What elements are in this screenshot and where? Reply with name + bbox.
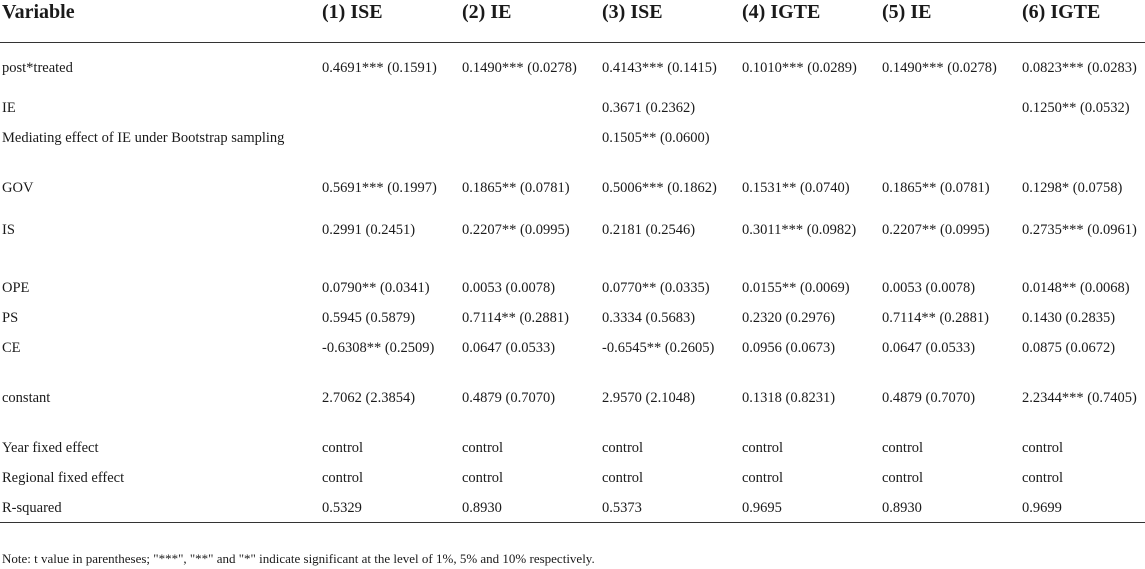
cell-value: 0.1010*** (0.0289): [742, 60, 857, 76]
table-cell: [1022, 463, 1145, 493]
cell-value: 0.0770** (0.0335): [602, 279, 710, 296]
cell-value: 0.1490*** (0.0278): [462, 60, 577, 76]
table-cell: [882, 493, 1022, 523]
table-row: [0, 383, 1145, 433]
table-cell: [322, 493, 462, 523]
table-cell: [322, 333, 462, 383]
cell-value: 0.1298* (0.0758): [1022, 179, 1123, 196]
row-label: PS: [2, 309, 19, 326]
table-cell: [742, 123, 882, 173]
table-cell: [462, 303, 602, 333]
table-row: [0, 93, 1145, 123]
table-cell: [1022, 493, 1145, 523]
cell-value: control: [322, 469, 364, 486]
table-cell: [602, 43, 742, 93]
table-cell: [602, 273, 742, 303]
table-row: [0, 303, 1145, 333]
cell-value: 0.5691*** (0.1997): [322, 179, 437, 196]
table-cell: [322, 123, 462, 173]
table-cell: [602, 93, 742, 123]
table-cell: [742, 493, 882, 523]
table-cell: [882, 433, 1022, 463]
table-cell: [602, 463, 742, 493]
table-cell: [882, 383, 1022, 433]
table-note: Note: t value in parentheses; "***", "**" and "*" indicate significant at the level of 1%, 5% and 10% respectively.: [2, 551, 595, 566]
cell-value: 2.2344*** (0.7405): [1022, 389, 1137, 406]
row-label: Year fixed effect: [2, 439, 99, 456]
table-cell: [602, 383, 742, 433]
row-label: R-squared: [0, 493, 322, 523]
table-cell: [742, 215, 882, 273]
cell-value: 0.0053 (0.0078): [882, 279, 976, 296]
table-cell: [462, 273, 602, 303]
table-cell: [1022, 123, 1145, 173]
cell-value: 0.8930: [462, 499, 502, 516]
cell-value: control: [462, 439, 504, 456]
cell-value: 0.5945 (0.5879): [322, 309, 416, 326]
table-cell: [1022, 303, 1145, 333]
cell-value: 0.1865** (0.0781): [882, 179, 990, 196]
table-cell: [602, 433, 742, 463]
header-column: (1) ISE: [322, 0, 462, 43]
table-cell: [462, 463, 602, 493]
cell-value: 0.1318 (0.8231): [742, 389, 836, 406]
table-row: [0, 433, 1145, 463]
table-cell: [1022, 93, 1145, 123]
table-cell: [742, 273, 882, 303]
table-cell: [322, 173, 462, 215]
table-row: [0, 173, 1145, 215]
table-cell: [322, 93, 462, 123]
table-cell: [882, 215, 1022, 273]
cell-value: -0.6308** (0.2509): [322, 339, 435, 356]
cell-value: 0.3011*** (0.0982): [742, 221, 857, 238]
row-label: OPE: [2, 279, 30, 296]
table-cell: [462, 333, 602, 383]
table-cell: [742, 383, 882, 433]
table-cell: [322, 433, 462, 463]
row-label: post*treated: [2, 60, 73, 76]
table-cell: [602, 493, 742, 523]
header-variable: Variable: [0, 0, 322, 43]
table-cell: [602, 303, 742, 333]
cell-value: 0.0647 (0.0533): [882, 339, 976, 356]
cell-value: 0.1430 (0.2835): [1022, 309, 1116, 326]
table-row: [0, 333, 1145, 383]
cell-value: 0.0647 (0.0533): [462, 339, 556, 356]
table-cell: [322, 303, 462, 333]
cell-value: 0.0155** (0.0069): [742, 279, 850, 296]
header-column: (3) ISE: [602, 0, 742, 43]
table-cell: [1022, 273, 1145, 303]
cell-value: 0.1505** (0.0600): [602, 129, 710, 146]
cell-value: control: [602, 439, 644, 456]
cell-value: 0.1531** (0.0740): [742, 179, 850, 196]
table-cell: [322, 215, 462, 273]
cell-value: 0.9695: [742, 499, 782, 516]
table-row: [0, 463, 1145, 493]
cell-value: 0.0053 (0.0078): [462, 279, 556, 296]
row-label: IS: [2, 221, 15, 238]
table-cell: [462, 433, 602, 463]
table-cell: [602, 215, 742, 273]
table-cell: [462, 93, 602, 123]
row-label: IE: [2, 99, 16, 116]
cell-value: control: [742, 439, 784, 456]
cell-value: 0.0823*** (0.0283): [1022, 60, 1137, 76]
table-cell: [602, 173, 742, 215]
header-column: (4) IGTE: [742, 0, 882, 43]
table-cell: [322, 273, 462, 303]
cell-value: 2.7062 (2.3854): [322, 389, 416, 406]
cell-value: control: [1022, 439, 1064, 456]
table-cell: [1022, 433, 1145, 463]
cell-value: 0.4691*** (0.1591): [322, 60, 437, 76]
table-cell: [742, 173, 882, 215]
cell-value: control: [462, 469, 504, 486]
table-cell: [742, 333, 882, 383]
cell-value: control: [882, 439, 924, 456]
table-cell: [882, 303, 1022, 333]
cell-value: 0.1250** (0.0532): [1022, 99, 1130, 116]
table-cell: [882, 93, 1022, 123]
table-cell: [1022, 215, 1145, 273]
table-cell: [742, 43, 882, 93]
cell-value: control: [742, 469, 784, 486]
header-column: (6) IGTE: [1022, 0, 1145, 43]
table-cell: [602, 333, 742, 383]
cell-value: control: [1022, 469, 1064, 486]
row-label: Regional fixed effect: [2, 469, 125, 486]
table-cell: [462, 43, 602, 93]
table-cell: [1022, 333, 1145, 383]
table-cell: [322, 383, 462, 433]
cell-value: 0.9699: [1022, 499, 1062, 516]
header-row: [0, 0, 1145, 43]
cell-value: 0.2207** (0.0995): [462, 221, 570, 238]
table-cell: [322, 43, 462, 93]
cell-value: 0.2735*** (0.0961): [1022, 221, 1137, 238]
row-label: constant: [2, 389, 51, 406]
header-column: (5) IE: [882, 0, 1022, 43]
table-cell: [882, 333, 1022, 383]
table-cell: [1022, 43, 1145, 93]
cell-value: 0.2181 (0.2546): [602, 221, 696, 238]
table-cell: [462, 215, 602, 273]
table-cell: [882, 273, 1022, 303]
cell-value: 0.2991 (0.2451): [322, 221, 416, 238]
cell-value: 0.4879 (0.7070): [882, 389, 976, 406]
table-cell: [742, 463, 882, 493]
table-cell: [462, 123, 602, 173]
table-cell: [882, 463, 1022, 493]
cell-value: -0.6545** (0.2605): [602, 339, 715, 356]
cell-value: 0.0956 (0.0673): [742, 339, 836, 356]
cell-value: 0.5373: [602, 499, 642, 516]
table-cell: [882, 43, 1022, 93]
cell-value: 0.0875 (0.0672): [1022, 339, 1116, 356]
cell-value: 0.1865** (0.0781): [462, 179, 570, 196]
table-cell: [462, 493, 602, 523]
cell-value: 0.3671 (0.2362): [602, 99, 696, 116]
cell-value: 0.5006*** (0.1862): [602, 179, 717, 196]
cell-value: 0.2207** (0.0995): [882, 221, 990, 238]
cell-value: control: [882, 469, 924, 486]
cell-value: 0.8930: [882, 499, 922, 516]
cell-value: control: [322, 439, 364, 456]
cell-value: 0.3334 (0.5683): [602, 309, 696, 326]
table-cell: [742, 433, 882, 463]
table-cell: [1022, 383, 1145, 433]
cell-value: 0.7114** (0.2881): [462, 309, 569, 326]
cell-value: 0.0790** (0.0341): [322, 279, 430, 296]
table-cell: [1022, 173, 1145, 215]
cell-value: control: [602, 469, 644, 486]
table-cell: [742, 303, 882, 333]
table-cell: [882, 123, 1022, 173]
table-cell: [742, 93, 882, 123]
cell-value: 0.0148** (0.0068): [1022, 279, 1130, 296]
cell-value: 2.9570 (2.1048): [602, 389, 696, 406]
row-label: Mediating effect of IE under Bootstrap sampling: [2, 129, 285, 146]
row-label: CE: [2, 339, 21, 356]
table-row: [0, 493, 1145, 523]
cell-value: 0.2320 (0.2976): [742, 309, 836, 326]
table-row: [0, 123, 1145, 173]
cell-value: 0.4143*** (0.1415): [602, 60, 717, 76]
table-cell: [462, 383, 602, 433]
table-row: [0, 43, 1145, 93]
table-row: [0, 215, 1145, 273]
cell-value: 0.5329: [322, 499, 362, 516]
cell-value: 0.7114** (0.2881): [882, 309, 989, 326]
table-cell: [882, 173, 1022, 215]
cell-value: 0.1490*** (0.0278): [882, 60, 997, 76]
row-label: GOV: [2, 179, 34, 196]
header-column: (2) IE: [462, 0, 602, 43]
cell-value: 0.4879 (0.7070): [462, 389, 556, 406]
table-row: [0, 273, 1145, 303]
table-cell: [602, 123, 742, 173]
table-cell: [322, 463, 462, 493]
table-cell: [462, 173, 602, 215]
